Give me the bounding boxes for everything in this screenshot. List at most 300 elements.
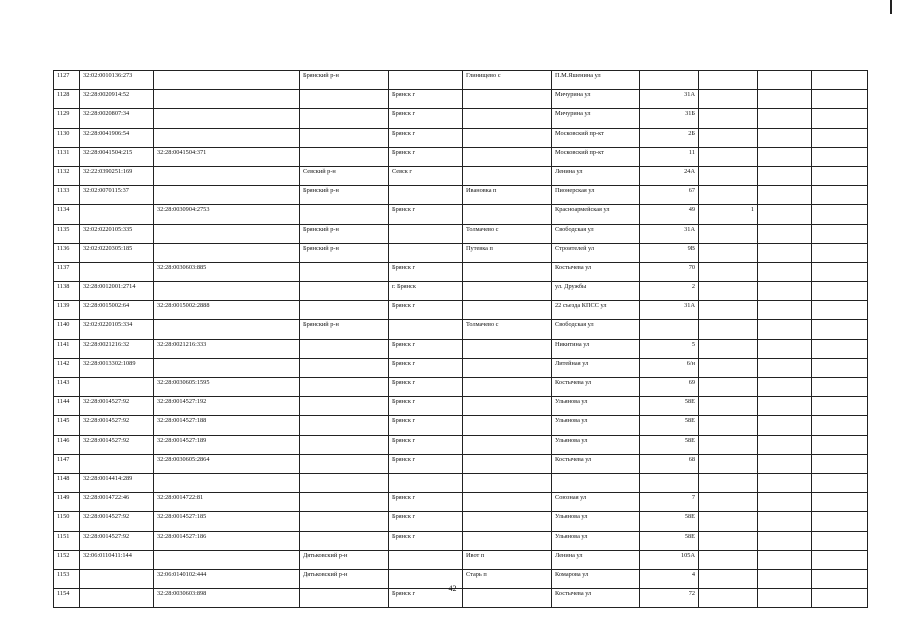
table-row bbox=[54, 358, 868, 377]
row-number-cell: 1140 bbox=[54, 320, 80, 339]
building-cadastral-number-cell bbox=[154, 186, 300, 205]
table-row bbox=[54, 282, 868, 301]
house-number-cell: 31А bbox=[640, 301, 699, 320]
district-cell bbox=[300, 473, 389, 492]
street-cell: Мичурина ул bbox=[552, 90, 640, 109]
street-cell: ул. Дружбы bbox=[552, 282, 640, 301]
building-number-cell bbox=[699, 166, 758, 185]
settlement-cell bbox=[463, 166, 552, 185]
building-cadastral-number-cell bbox=[154, 224, 300, 243]
extra-cell-b-cell bbox=[812, 282, 868, 301]
street-cell: Московский пр-кт bbox=[552, 128, 640, 147]
extra-cell-a-cell bbox=[758, 109, 812, 128]
extra-cell-b-cell bbox=[812, 243, 868, 262]
settlement-cell bbox=[463, 339, 552, 358]
house-number-cell: 5 bbox=[640, 339, 699, 358]
settlement-cell bbox=[463, 282, 552, 301]
building-cadastral-number-cell: 32:28:0014722:81 bbox=[154, 493, 300, 512]
extra-cell-b-cell bbox=[812, 397, 868, 416]
building-number-cell bbox=[699, 493, 758, 512]
row-number-cell: 1133 bbox=[54, 186, 80, 205]
city-cell: Брянск г bbox=[389, 301, 463, 320]
house-number-cell: 49 bbox=[640, 205, 699, 224]
building-number-cell bbox=[699, 282, 758, 301]
building-number-cell: 1 bbox=[699, 205, 758, 224]
city-cell bbox=[389, 473, 463, 492]
building-number-cell bbox=[699, 531, 758, 550]
city-cell: Брянск г bbox=[389, 416, 463, 435]
street-cell: Ленина ул bbox=[552, 550, 640, 569]
settlement-cell bbox=[463, 301, 552, 320]
house-number-cell: 31А bbox=[640, 90, 699, 109]
building-number-cell bbox=[699, 147, 758, 166]
building-number-cell bbox=[699, 358, 758, 377]
city-cell: Брянск г bbox=[389, 147, 463, 166]
house-number-cell: 7 bbox=[640, 493, 699, 512]
house-number-cell: 105А bbox=[640, 550, 699, 569]
district-cell bbox=[300, 205, 389, 224]
building-number-cell bbox=[699, 109, 758, 128]
settlement-cell bbox=[463, 493, 552, 512]
street-cell: Никитина ул bbox=[552, 339, 640, 358]
extra-cell-b-cell bbox=[812, 147, 868, 166]
house-number-cell: 4 bbox=[640, 569, 699, 588]
house-number-cell: 9В bbox=[640, 243, 699, 262]
city-cell: Брянск г bbox=[389, 90, 463, 109]
district-cell bbox=[300, 531, 389, 550]
street-cell bbox=[552, 473, 640, 492]
extra-cell-b-cell bbox=[812, 473, 868, 492]
table-row bbox=[54, 243, 868, 262]
extra-cell-b-cell bbox=[812, 109, 868, 128]
table-row bbox=[54, 166, 868, 185]
row-number-cell: 1130 bbox=[54, 128, 80, 147]
extra-cell-a-cell bbox=[758, 224, 812, 243]
table-row bbox=[54, 262, 868, 281]
building-cadastral-number-cell bbox=[154, 71, 300, 90]
extra-cell-b-cell bbox=[812, 531, 868, 550]
row-number-cell: 1151 bbox=[54, 531, 80, 550]
extra-cell-b-cell bbox=[812, 90, 868, 109]
extra-cell-a-cell bbox=[758, 397, 812, 416]
cadastral-number-cell: 32:28:0014527:92 bbox=[80, 397, 154, 416]
extra-cell-b-cell bbox=[812, 416, 868, 435]
cadastral-number-cell: 32:28:0014527:92 bbox=[80, 435, 154, 454]
house-number-cell: 31А bbox=[640, 224, 699, 243]
settlement-cell bbox=[463, 147, 552, 166]
row-number-cell: 1149 bbox=[54, 493, 80, 512]
cadastral-number-cell: 32:28:0014527:92 bbox=[80, 531, 154, 550]
city-cell: Брянск г bbox=[389, 512, 463, 531]
table-row bbox=[54, 473, 868, 492]
house-number-cell: 72 bbox=[640, 589, 699, 608]
row-number-cell: 1131 bbox=[54, 147, 80, 166]
city-cell: Брянск г bbox=[389, 378, 463, 397]
settlement-cell: Толмачево с bbox=[463, 320, 552, 339]
table-row bbox=[54, 493, 868, 512]
table-row bbox=[54, 301, 868, 320]
district-cell: Брянский р-н bbox=[300, 320, 389, 339]
district-cell bbox=[300, 435, 389, 454]
street-cell: Союзная ул bbox=[552, 493, 640, 512]
building-cadastral-number-cell bbox=[154, 90, 300, 109]
street-cell: Ленина ул bbox=[552, 166, 640, 185]
building-number-cell bbox=[699, 339, 758, 358]
street-cell: Ульянова ул bbox=[552, 397, 640, 416]
building-cadastral-number-cell: 32:28:0014527:185 bbox=[154, 512, 300, 531]
extra-cell-b-cell bbox=[812, 186, 868, 205]
building-number-cell bbox=[699, 397, 758, 416]
table-row bbox=[54, 397, 868, 416]
cadastral-number-cell: 32:02:0220105:334 bbox=[80, 320, 154, 339]
building-cadastral-number-cell: 32:28:0014527:186 bbox=[154, 531, 300, 550]
building-cadastral-number-cell: 32:28:0021216:333 bbox=[154, 339, 300, 358]
settlement-cell: Ивот п bbox=[463, 550, 552, 569]
cadastral-number-cell: 32:02:0070115:37 bbox=[80, 186, 154, 205]
extra-cell-b-cell bbox=[812, 320, 868, 339]
row-number-cell: 1145 bbox=[54, 416, 80, 435]
building-cadastral-number-cell: 32:06:0140102:444 bbox=[154, 569, 300, 588]
extra-cell-b-cell bbox=[812, 166, 868, 185]
settlement-cell bbox=[463, 512, 552, 531]
extra-cell-a-cell bbox=[758, 512, 812, 531]
district-cell: Дятьковский р-н bbox=[300, 550, 389, 569]
building-cadastral-number-cell: 32:28:0030904:2753 bbox=[154, 205, 300, 224]
street-cell: Ульянова ул bbox=[552, 416, 640, 435]
settlement-cell bbox=[463, 128, 552, 147]
building-number-cell bbox=[699, 71, 758, 90]
street-cell: Московский пр-кт bbox=[552, 147, 640, 166]
row-number-cell: 1136 bbox=[54, 243, 80, 262]
settlement-cell bbox=[463, 358, 552, 377]
settlement-cell bbox=[463, 90, 552, 109]
settlement-cell bbox=[463, 109, 552, 128]
district-cell bbox=[300, 262, 389, 281]
building-cadastral-number-cell bbox=[154, 109, 300, 128]
cadastral-number-cell: 32:28:0014414:289 bbox=[80, 473, 154, 492]
settlement-cell bbox=[463, 473, 552, 492]
settlement-cell bbox=[463, 262, 552, 281]
extra-cell-a-cell bbox=[758, 378, 812, 397]
building-cadastral-number-cell: 32:28:0014527:188 bbox=[154, 416, 300, 435]
house-number-cell: 31Б bbox=[640, 109, 699, 128]
building-number-cell bbox=[699, 90, 758, 109]
registry-table bbox=[53, 70, 868, 608]
district-cell bbox=[300, 128, 389, 147]
city-cell bbox=[389, 186, 463, 205]
row-number-cell: 1148 bbox=[54, 473, 80, 492]
city-cell bbox=[389, 224, 463, 243]
extra-cell-a-cell bbox=[758, 435, 812, 454]
extra-cell-a-cell bbox=[758, 186, 812, 205]
building-cadastral-number-cell: 32:28:0014527:192 bbox=[154, 397, 300, 416]
building-cadastral-number-cell: 32:28:0014527:189 bbox=[154, 435, 300, 454]
city-cell: Брянск г bbox=[389, 454, 463, 473]
settlement-cell bbox=[463, 416, 552, 435]
street-cell: Литейная ул bbox=[552, 358, 640, 377]
house-number-cell: 58Е bbox=[640, 531, 699, 550]
settlement-cell bbox=[463, 397, 552, 416]
extra-cell-a-cell bbox=[758, 301, 812, 320]
settlement-cell bbox=[463, 454, 552, 473]
district-cell bbox=[300, 397, 389, 416]
row-number-cell: 1132 bbox=[54, 166, 80, 185]
city-cell: г. Брянск bbox=[389, 282, 463, 301]
building-number-cell bbox=[699, 301, 758, 320]
cadastral-number-cell: 32:02:0220305:185 bbox=[80, 243, 154, 262]
extra-cell-a-cell bbox=[758, 71, 812, 90]
street-cell: Пионерская ул bbox=[552, 186, 640, 205]
extra-cell-a-cell bbox=[758, 205, 812, 224]
building-number-cell bbox=[699, 454, 758, 473]
district-cell bbox=[300, 454, 389, 473]
district-cell bbox=[300, 147, 389, 166]
building-number-cell bbox=[699, 550, 758, 569]
district-cell bbox=[300, 282, 389, 301]
row-number-cell: 1142 bbox=[54, 358, 80, 377]
row-number-cell: 1139 bbox=[54, 301, 80, 320]
extra-cell-b-cell bbox=[812, 358, 868, 377]
table-row bbox=[54, 416, 868, 435]
extra-cell-a-cell bbox=[758, 90, 812, 109]
extra-cell-a-cell bbox=[758, 262, 812, 281]
district-cell bbox=[300, 109, 389, 128]
street-cell: Мичурина ул bbox=[552, 109, 640, 128]
city-cell: Брянск г bbox=[389, 435, 463, 454]
district-cell: Брянский р-н bbox=[300, 71, 389, 90]
row-number-cell: 1128 bbox=[54, 90, 80, 109]
settlement-cell bbox=[463, 205, 552, 224]
city-cell bbox=[389, 243, 463, 262]
house-number-cell: 58Е bbox=[640, 416, 699, 435]
extra-cell-b-cell bbox=[812, 205, 868, 224]
extra-cell-b-cell bbox=[812, 512, 868, 531]
extra-cell-b-cell bbox=[812, 71, 868, 90]
cadastral-number-cell: 32:28:0014527:92 bbox=[80, 416, 154, 435]
street-cell: Костычева ул bbox=[552, 454, 640, 473]
extra-cell-b-cell bbox=[812, 224, 868, 243]
row-number-cell: 1147 bbox=[54, 454, 80, 473]
extra-cell-a-cell bbox=[758, 358, 812, 377]
settlement-cell: Глинищево с bbox=[463, 71, 552, 90]
cadastral-number-cell bbox=[80, 205, 154, 224]
table-row bbox=[54, 224, 868, 243]
cadastral-number-cell: 32:06:0110411:144 bbox=[80, 550, 154, 569]
street-cell: Свободская ул bbox=[552, 320, 640, 339]
settlement-cell bbox=[463, 378, 552, 397]
building-number-cell bbox=[699, 512, 758, 531]
row-number-cell: 1134 bbox=[54, 205, 80, 224]
house-number-cell: 58Е bbox=[640, 397, 699, 416]
building-cadastral-number-cell bbox=[154, 166, 300, 185]
building-cadastral-number-cell: 32:28:0030605:2864 bbox=[154, 454, 300, 473]
table-row bbox=[54, 71, 868, 90]
extra-cell-a-cell bbox=[758, 454, 812, 473]
extra-cell-b-cell bbox=[812, 435, 868, 454]
district-cell bbox=[300, 339, 389, 358]
street-cell: Ульянова ул bbox=[552, 512, 640, 531]
district-cell bbox=[300, 416, 389, 435]
table-row bbox=[54, 205, 868, 224]
cadastral-number-cell: 32:28:0012001:2714 bbox=[80, 282, 154, 301]
house-number-cell: 11 bbox=[640, 147, 699, 166]
district-cell: Брянский р-н bbox=[300, 186, 389, 205]
table-row bbox=[54, 186, 868, 205]
district-cell bbox=[300, 493, 389, 512]
page-edge-mark bbox=[890, 0, 892, 14]
extra-cell-b-cell bbox=[812, 493, 868, 512]
settlement-cell bbox=[463, 435, 552, 454]
extra-cell-a-cell bbox=[758, 339, 812, 358]
row-number-cell: 1129 bbox=[54, 109, 80, 128]
cadastral-number-cell: 32:28:0013302:1089 bbox=[80, 358, 154, 377]
extra-cell-a-cell bbox=[758, 320, 812, 339]
extra-cell-a-cell bbox=[758, 128, 812, 147]
street-cell: Красноармейская ул bbox=[552, 205, 640, 224]
street-cell: Строителей ул bbox=[552, 243, 640, 262]
building-cadastral-number-cell bbox=[154, 320, 300, 339]
extra-cell-a-cell bbox=[758, 282, 812, 301]
table-row bbox=[54, 378, 868, 397]
table-row bbox=[54, 147, 868, 166]
district-cell bbox=[300, 358, 389, 377]
settlement-cell: Толмачево с bbox=[463, 224, 552, 243]
row-number-cell: 1127 bbox=[54, 71, 80, 90]
table-row bbox=[54, 531, 868, 550]
city-cell bbox=[389, 550, 463, 569]
table-row bbox=[54, 90, 868, 109]
row-number-cell: 1152 bbox=[54, 550, 80, 569]
city-cell: Брянск г bbox=[389, 397, 463, 416]
district-cell bbox=[300, 90, 389, 109]
extra-cell-a-cell bbox=[758, 473, 812, 492]
district-cell: Дятьковский р-н bbox=[300, 569, 389, 588]
building-number-cell bbox=[699, 473, 758, 492]
city-cell: Брянск г bbox=[389, 109, 463, 128]
row-number-cell: 1154 bbox=[54, 589, 80, 608]
street-cell: П.М.Яшенина ул bbox=[552, 71, 640, 90]
table-row bbox=[54, 339, 868, 358]
city-cell bbox=[389, 71, 463, 90]
building-cadastral-number-cell: 32:28:0030603:885 bbox=[154, 262, 300, 281]
row-number-cell: 1143 bbox=[54, 378, 80, 397]
district-cell: Брянский р-н bbox=[300, 243, 389, 262]
extra-cell-a-cell bbox=[758, 166, 812, 185]
street-cell: Костычева ул bbox=[552, 589, 640, 608]
house-number-cell: 58Е bbox=[640, 512, 699, 531]
house-number-cell bbox=[640, 71, 699, 90]
house-number-cell: 2Б bbox=[640, 128, 699, 147]
city-cell bbox=[389, 320, 463, 339]
building-number-cell bbox=[699, 378, 758, 397]
house-number-cell bbox=[640, 473, 699, 492]
cadastral-number-cell bbox=[80, 262, 154, 281]
extra-cell-b-cell bbox=[812, 128, 868, 147]
row-number-cell: 1146 bbox=[54, 435, 80, 454]
building-cadastral-number-cell bbox=[154, 282, 300, 301]
street-cell: Костычева ул bbox=[552, 262, 640, 281]
building-number-cell bbox=[699, 224, 758, 243]
cadastral-number-cell: 32:28:0014527:92 bbox=[80, 512, 154, 531]
extra-cell-b-cell bbox=[812, 454, 868, 473]
district-cell: Севский р-н bbox=[300, 166, 389, 185]
cadastral-number-cell: 32:28:0021216:32 bbox=[80, 339, 154, 358]
extra-cell-b-cell bbox=[812, 301, 868, 320]
extra-cell-a-cell bbox=[758, 493, 812, 512]
cadastral-number-cell: 32:28:0014722:46 bbox=[80, 493, 154, 512]
registry-body bbox=[54, 71, 868, 608]
building-cadastral-number-cell: 32:28:0030603:898 bbox=[154, 589, 300, 608]
house-number-cell: 2 bbox=[640, 282, 699, 301]
house-number-cell: 24А bbox=[640, 166, 699, 185]
city-cell: Брянск г bbox=[389, 358, 463, 377]
row-number-cell: 1135 bbox=[54, 224, 80, 243]
city-cell: Севск г bbox=[389, 166, 463, 185]
street-cell: Ульянова ул bbox=[552, 435, 640, 454]
extra-cell-a-cell bbox=[758, 147, 812, 166]
street-cell: Комарова ул bbox=[552, 569, 640, 588]
extra-cell-a-cell bbox=[758, 550, 812, 569]
extra-cell-b-cell bbox=[812, 378, 868, 397]
table-row bbox=[54, 435, 868, 454]
house-number-cell: 70 bbox=[640, 262, 699, 281]
row-number-cell: 1150 bbox=[54, 512, 80, 531]
row-number-cell: 1144 bbox=[54, 397, 80, 416]
table-row bbox=[54, 550, 868, 569]
settlement-cell bbox=[463, 531, 552, 550]
table-row bbox=[54, 512, 868, 531]
settlement-cell: Старь п bbox=[463, 569, 552, 588]
street-cell: Ульянова ул bbox=[552, 531, 640, 550]
house-number-cell: 67 bbox=[640, 186, 699, 205]
table-row bbox=[54, 109, 868, 128]
house-number-cell: 58Е bbox=[640, 435, 699, 454]
extra-cell-a-cell bbox=[758, 243, 812, 262]
city-cell: Брянск г bbox=[389, 339, 463, 358]
street-cell: Свободская ул bbox=[552, 224, 640, 243]
building-number-cell bbox=[699, 186, 758, 205]
cadastral-number-cell: 32:02:0010136:273 bbox=[80, 71, 154, 90]
house-number-cell bbox=[640, 320, 699, 339]
row-number-cell: 1138 bbox=[54, 282, 80, 301]
extra-cell-b-cell bbox=[812, 262, 868, 281]
cadastral-number-cell: 32:28:0020807:34 bbox=[80, 109, 154, 128]
table-row bbox=[54, 128, 868, 147]
extra-cell-a-cell bbox=[758, 416, 812, 435]
cadastral-number-cell bbox=[80, 454, 154, 473]
building-number-cell bbox=[699, 320, 758, 339]
building-cadastral-number-cell: 32:28:0041504:371 bbox=[154, 147, 300, 166]
extra-cell-b-cell bbox=[812, 339, 868, 358]
cadastral-number-cell: 32:28:0041504:215 bbox=[80, 147, 154, 166]
district-cell bbox=[300, 378, 389, 397]
house-number-cell: 69 bbox=[640, 378, 699, 397]
building-cadastral-number-cell bbox=[154, 128, 300, 147]
building-number-cell bbox=[699, 128, 758, 147]
row-number-cell: 1141 bbox=[54, 339, 80, 358]
city-cell: Брянск г bbox=[389, 589, 463, 608]
house-number-cell: 68 bbox=[640, 454, 699, 473]
building-cadastral-number-cell bbox=[154, 473, 300, 492]
city-cell: Брянск г bbox=[389, 493, 463, 512]
extra-cell-a-cell bbox=[758, 531, 812, 550]
building-cadastral-number-cell: 32:28:0030605:1595 bbox=[154, 378, 300, 397]
row-number-cell: 1137 bbox=[54, 262, 80, 281]
cadastral-number-cell: 32:02:0220105:335 bbox=[80, 224, 154, 243]
district-cell bbox=[300, 301, 389, 320]
city-cell: Брянск г bbox=[389, 128, 463, 147]
cadastral-number-cell: 32:28:0041906:54 bbox=[80, 128, 154, 147]
